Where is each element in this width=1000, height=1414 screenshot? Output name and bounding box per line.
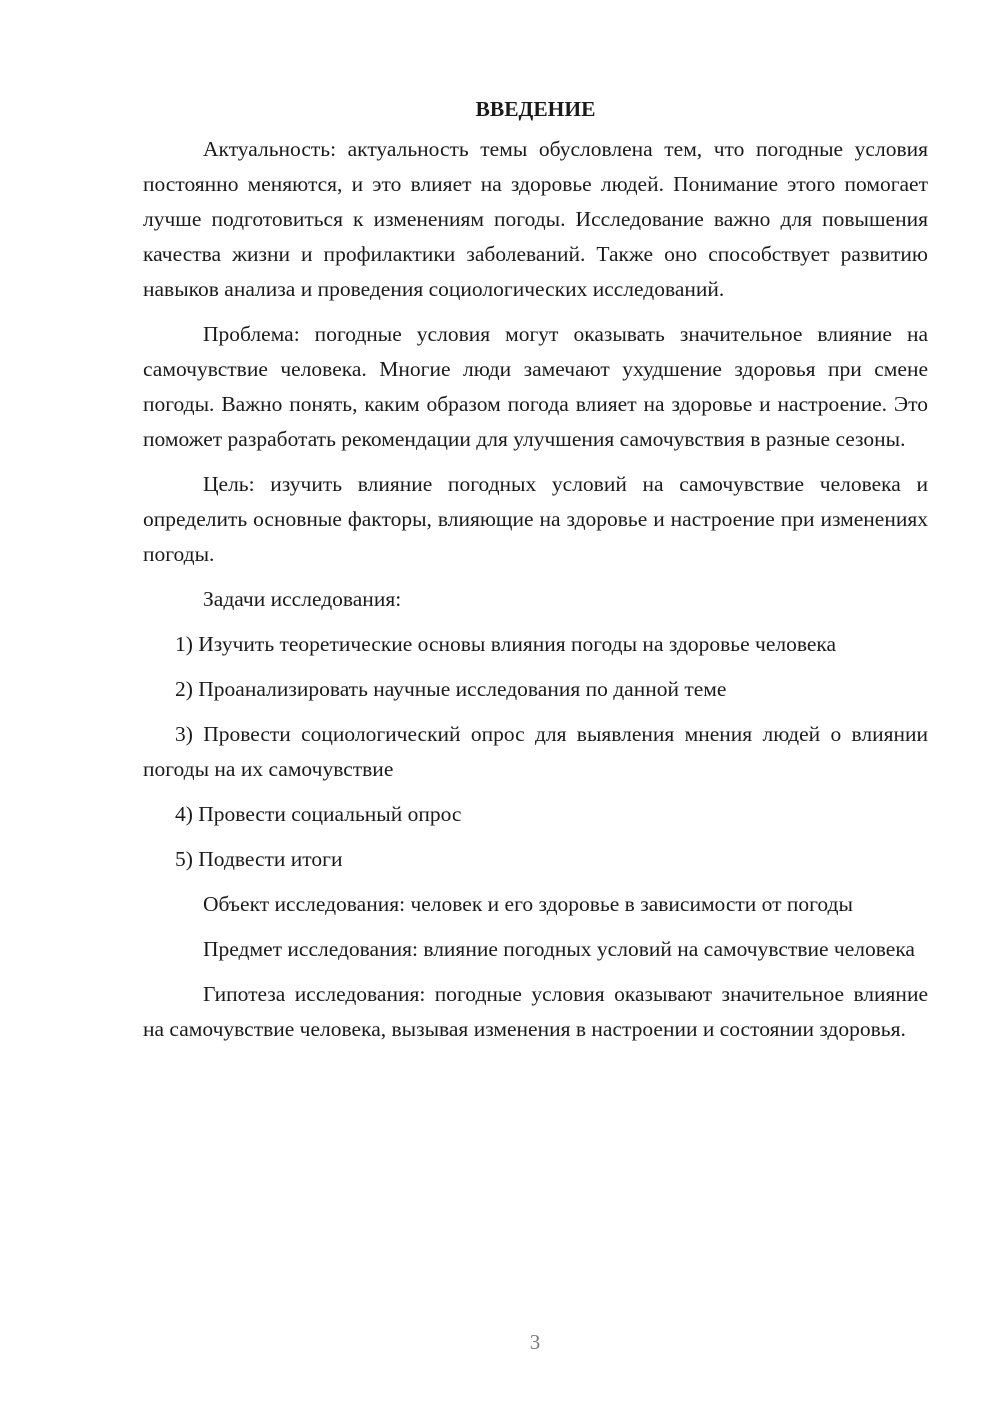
page-title: ВВЕДЕНИЕ xyxy=(475,97,596,121)
tasks-heading: Задачи исследования: xyxy=(203,587,402,611)
paragraph-subject: Предмет исследования: влияние погодных условий на самочувствие человека xyxy=(203,937,915,961)
list-item: 2) Проанализировать научные исследования по данной теме xyxy=(175,677,727,701)
paragraph-object: Объект исследования: человек и его здоровье в зависимости от погоды xyxy=(203,892,853,916)
list-item: 3) Провести социологический опрос для выявления мнения людей о влиянии погоды на их самочувствие xyxy=(143,722,928,781)
paragraph-goal: Цель: изучить влияние погодных условий на самочувствие человека и определить основные факторы, влияющие на здоровье и настроение при изменениях погоды. xyxy=(143,472,928,566)
paragraph-problem: Проблема: погодные условия могут оказывать значительное влияние на самочувствие человека. Многие люди замечают ухудшение здоровья при смене погоды. Важно понять, каким образом погода влияет на здоровье и настроение. Это поможет разработать рекомендации для улучшения самочувствия в разные сезоны. xyxy=(143,322,928,451)
tasks-list xyxy=(143,627,928,877)
page-number: 3 xyxy=(529,1330,541,1354)
list-item: 4) Провести социальный опрос xyxy=(175,802,462,826)
list-item: 1) Изучить теоретические основы влияния погоды на здоровье человека xyxy=(175,632,837,656)
list-item: 5) Подвести итоги xyxy=(175,847,343,871)
document-page xyxy=(143,92,928,1047)
paragraph-relevance: Актуальность: актуальность темы обусловлена тем, что погодные условия постоянно меняются, и это влияет на здоровье людей. Понимание этого помогает лучше подготовиться к изменениям погоды. Исследование важно для повышения качества жизни и профилактики заболеваний. Также оно способствует развитию навыков анализа и проведения социологических исследований. xyxy=(143,137,928,301)
paragraph-hypothesis: Гипотеза исследования: погодные условия оказывают значительное влияние на самочувствие человека, вызывая изменения в настроении и состоянии здоровья. xyxy=(143,982,928,1041)
